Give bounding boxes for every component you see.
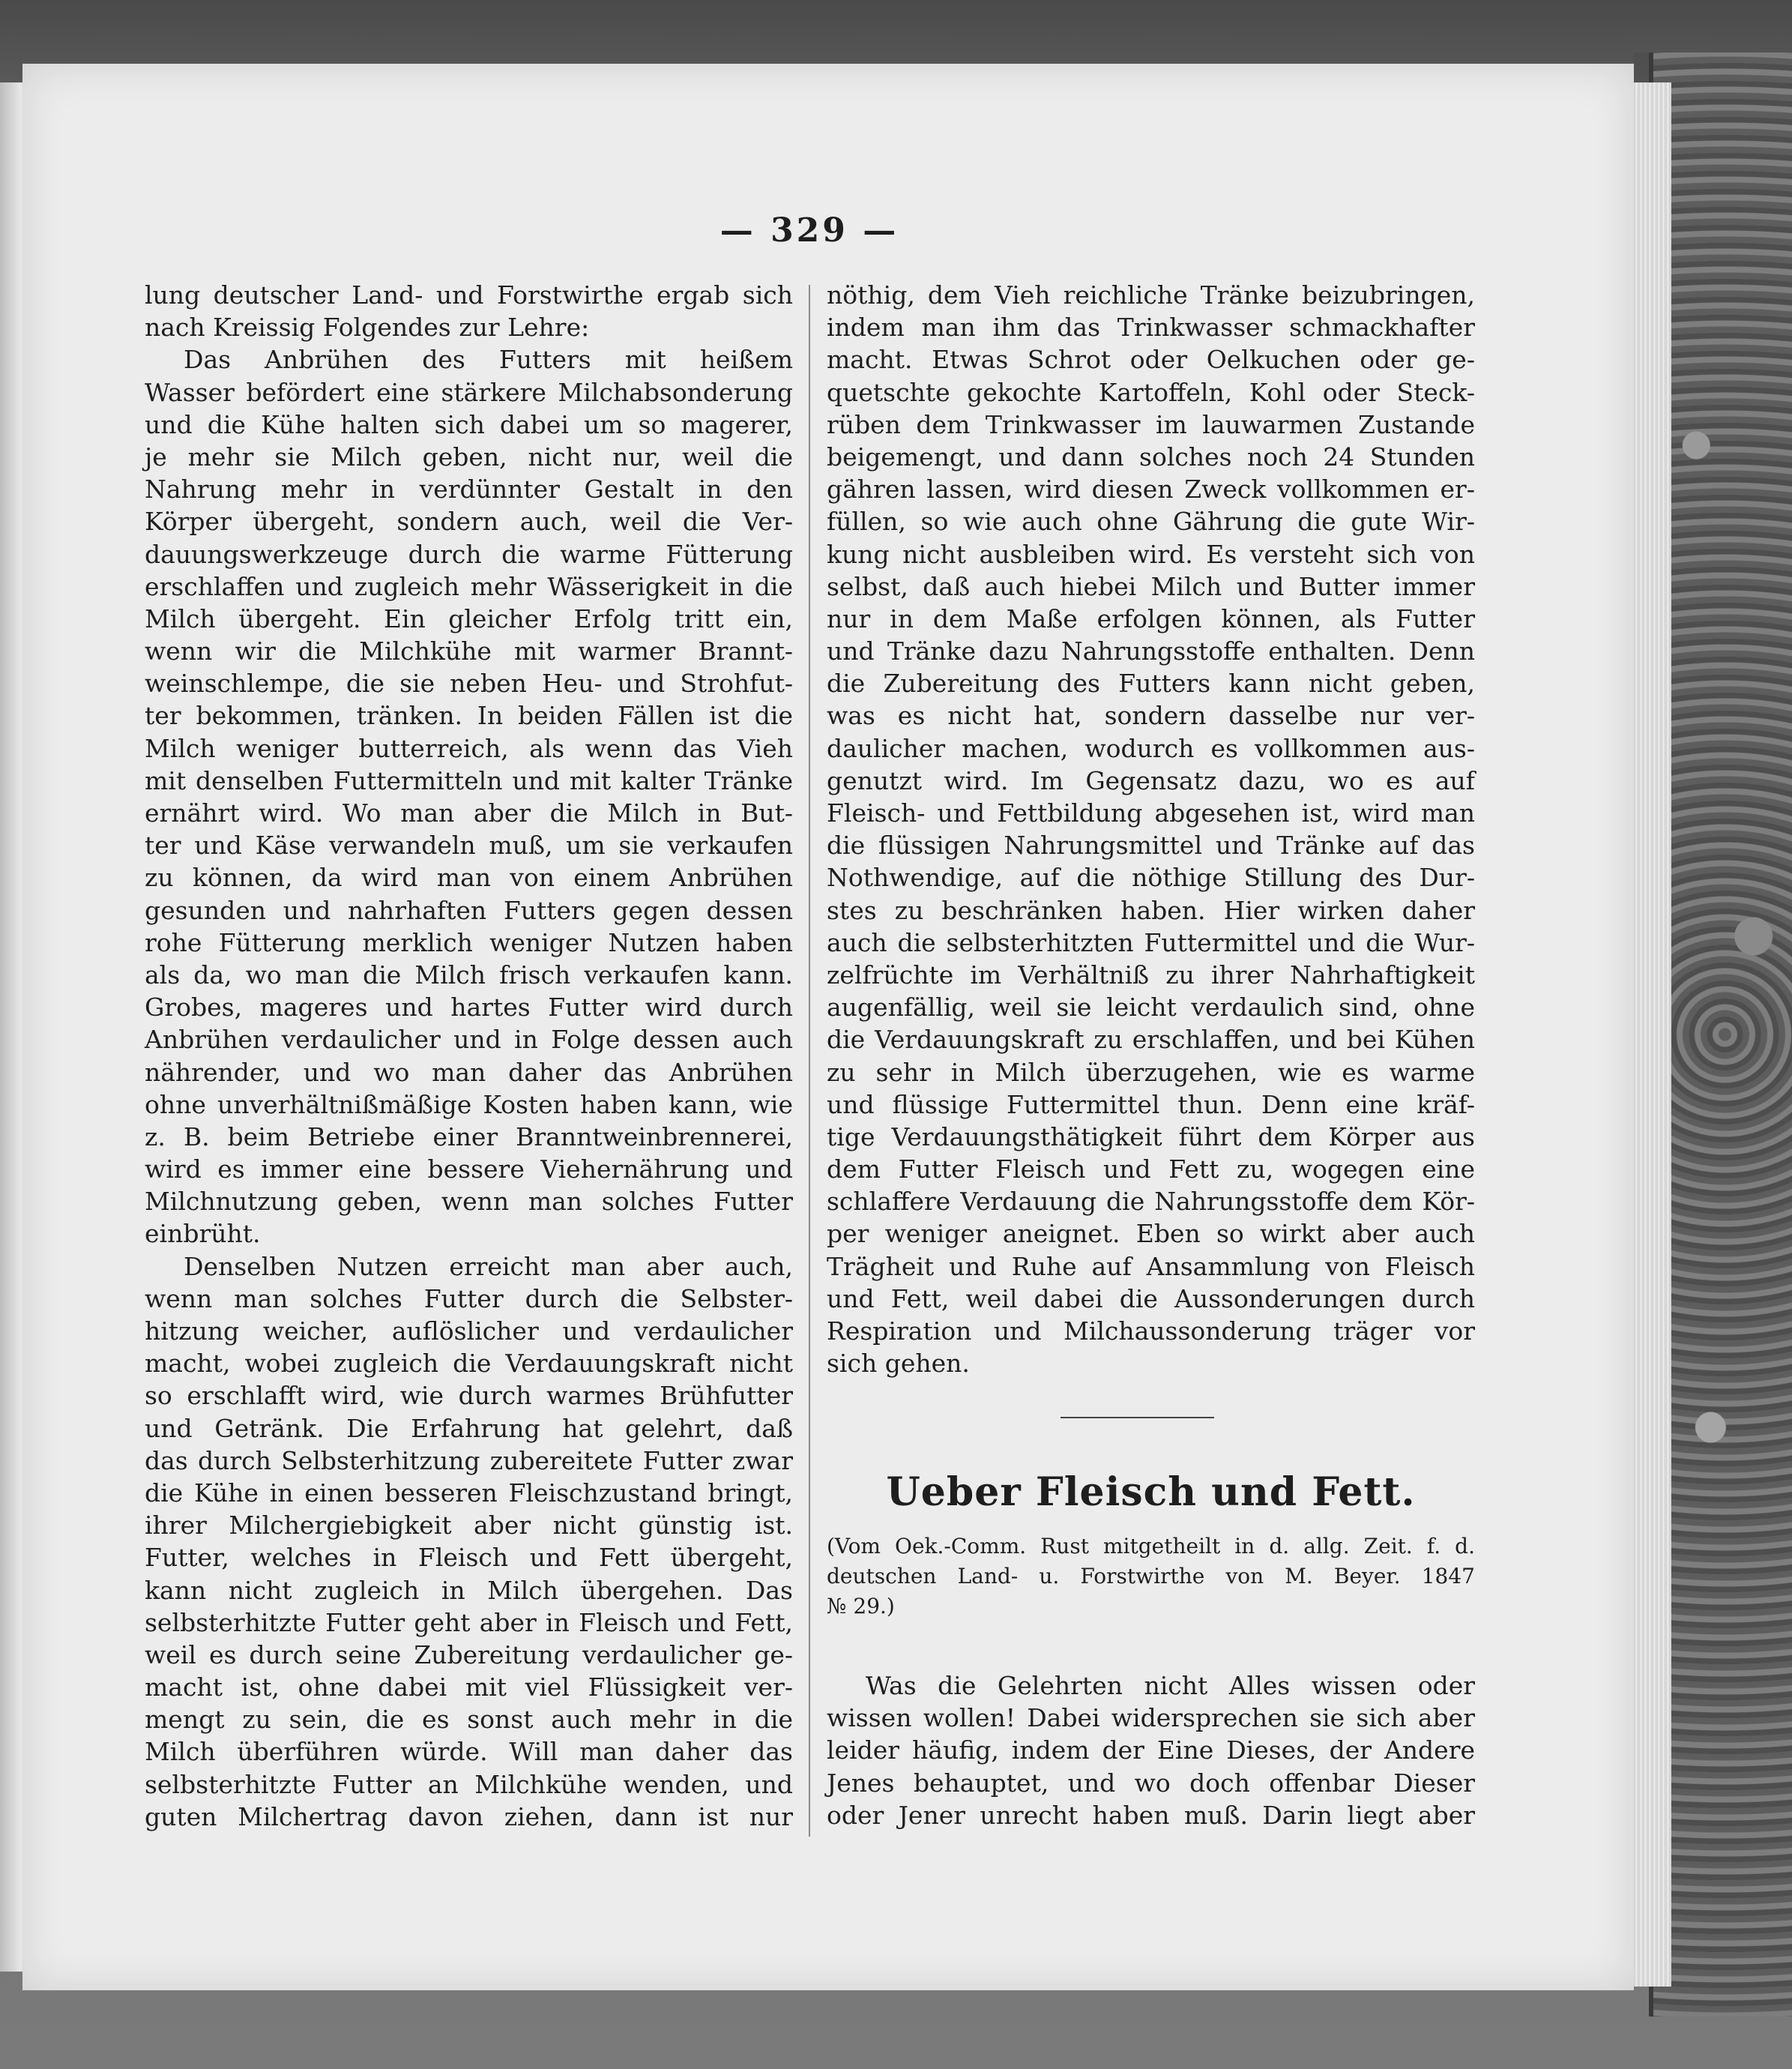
- text-line: weil es durch seine Zubereitung verdaulicher ge-: [145, 1639, 793, 1669]
- text-line: tige Verdauungsthätigkeit führt dem Körper aus: [827, 1121, 1475, 1151]
- text-line: guten Milchertrag davon ziehen, dann ist nur: [145, 1801, 793, 1831]
- column-divider: [809, 285, 810, 1837]
- text-line: und die Kühe halten sich dabei um so magerer,: [145, 409, 793, 439]
- text-line: gesunden und nahrhaften Futters gegen dessen: [145, 895, 793, 925]
- article-title: Ueber Fleisch und Fett.: [886, 1469, 1416, 1515]
- article-source-note: [827, 1532, 1475, 1621]
- text-line: Respiration und Milchaussonderung träger vor: [827, 1316, 1475, 1346]
- text-line: hitzung weicher, auflöslicher und verdaulicher: [145, 1316, 793, 1346]
- page-number: — 329 —: [719, 211, 899, 250]
- text-line: Milchnutzung geben, wenn man solches Futter: [145, 1187, 793, 1217]
- text-line: Milch übergeht. Ein gleicher Erfolg tritt ein,: [145, 603, 793, 633]
- text-line: wenn man solches Futter durch die Selbster-: [145, 1283, 793, 1313]
- text-line: die Zubereitung des Futters kann nicht geben,: [827, 669, 1475, 699]
- text-line: Körper übergeht, sondern auch, weil die Ver-: [145, 507, 793, 537]
- section-rule: [1061, 1417, 1214, 1418]
- text-line: Was die Gelehrten nicht Alles wissen oder: [866, 1671, 1475, 1700]
- text-line: die Verdauungskraft zu erschlaffen, und bei Kühen: [827, 1025, 1475, 1055]
- text-line: Fleisch- und Fettbildung abgesehen ist, wird man: [827, 798, 1475, 828]
- text-line: wissen wollen! Dabei widersprechen sie sich aber: [827, 1703, 1475, 1733]
- text-line: ernährt wird. Wo man aber die Milch in But-: [145, 798, 793, 828]
- text-line: augenfällig, weil sie leicht verdaulich sind, ohne: [827, 993, 1475, 1023]
- text-line: ter bekommen, tränken. In beiden Fällen ist die: [145, 701, 793, 731]
- text-line: schlaffere Verdauung die Nahrungsstoffe dem Kör-: [827, 1187, 1475, 1217]
- text-line: Grobes, mageres und hartes Futter wird durch: [145, 993, 793, 1023]
- text-line: Nothwendige, auf die nöthige Stillung des Dur-: [827, 863, 1475, 893]
- text-line: z. B. beim Betriebe einer Branntweinbrennerei,: [145, 1121, 793, 1151]
- text-line: wird es immer eine bessere Viehernährung und: [145, 1154, 793, 1184]
- text-line: Jenes behauptet, und wo doch offenbar Dieser: [827, 1768, 1475, 1798]
- text-line: füllen, so wie auch ohne Gährung die gute Wir-: [827, 507, 1475, 537]
- text-line: Futter, welches in Fleisch und Fett übergeht,: [145, 1543, 793, 1573]
- text-line: ter und Käse verwandeln muß, um sie verkaufen: [145, 831, 793, 861]
- text-line: nährender, und wo man daher das Anbrühen: [145, 1057, 793, 1087]
- text-line: quetschte gekochte Kartoffeln, Kohl oder Steck-: [827, 377, 1475, 407]
- text-line: und Fett, weil dabei die Aussonderungen durch: [827, 1283, 1475, 1313]
- text-line: gähren lassen, wird diesen Zweck vollkommen er-: [827, 475, 1475, 505]
- text-line: das durch Selbsterhitzung zubereitete Futter zwar: [145, 1445, 793, 1475]
- text-line: weinschlempe, die sie neben Heu- und Strohfut-: [145, 669, 793, 699]
- text-line: Denselben Nutzen erreicht man aber auch,: [184, 1251, 793, 1281]
- text-line: daulicher machen, wodurch es vollkommen aus-: [827, 733, 1475, 763]
- text-line: selbst, daß auch hiebei Milch und Butter immer: [827, 571, 1475, 601]
- article-body: [827, 1669, 1475, 1831]
- text-line: einbrüht.: [145, 1219, 261, 1249]
- text-line: und flüssige Futtermittel thun. Denn eine kräf-: [827, 1089, 1475, 1119]
- text-line: genutzt wird. Im Gegensatz dazu, wo es auf: [827, 765, 1475, 795]
- text-line: sich gehen.: [827, 1349, 970, 1379]
- text-line: Das Anbrühen des Futters mit heißem: [184, 345, 793, 375]
- text-line: selbsterhitzte Futter an Milchkühe wenden, und: [145, 1769, 793, 1799]
- text-line: als da, wo man die Milch frisch verkaufen kann.: [145, 960, 793, 990]
- left-text-column: [145, 279, 793, 1833]
- text-line: die Kühe in einen besseren Fleischzustand bringt,: [145, 1478, 793, 1508]
- text-line: nur in dem Maße erfolgen können, als Futter: [827, 603, 1475, 633]
- text-line: indem man ihm das Trinkwasser schmackhafter: [827, 313, 1475, 343]
- text-line: Milch weniger butterreich, als wenn das Vieh: [145, 733, 793, 763]
- text-line: (Vom Oek.-Comm. Rust mitgetheilt in d. allg. Zeit. f. d.: [827, 1534, 1475, 1558]
- text-line: erschlaffen und zugleich mehr Wässerigkeit in die: [145, 571, 793, 601]
- text-line: Anbrühen verdaulicher und in Folge dessen auch: [145, 1025, 793, 1055]
- text-line: rohe Fütterung merklich weniger Nutzen haben: [145, 927, 793, 957]
- text-line: je mehr sie Milch geben, nicht nur, weil die: [145, 442, 793, 472]
- text-line: Milch überführen würde. Will man daher das: [145, 1737, 793, 1767]
- text-line: deutschen Land- u. Forstwirthe von M. Beyer. 1847: [827, 1564, 1475, 1588]
- text-line: zelfrüchte im Verhältniß zu ihrer Nahrhaftigkeit: [827, 960, 1475, 990]
- text-line: mit denselben Futtermitteln und mit kalter Tränke: [145, 765, 793, 795]
- text-line: zu sehr in Milch überzugehen, wie es warme: [827, 1057, 1475, 1087]
- text-line: mengt zu sein, die es sonst auch mehr in die: [145, 1705, 793, 1735]
- text-line: Wasser befördert eine stärkere Milchabsonderung: [145, 377, 793, 407]
- text-line: lung deutscher Land- und Forstwirthe ergab sich: [145, 280, 793, 310]
- text-line: Nahrung mehr in verdünnter Gestalt in den: [145, 475, 793, 505]
- text-line: Trägheit und Ruhe auf Ansammlung von Fleisch: [827, 1251, 1475, 1281]
- text-line: per weniger aneignet. Eben so wirkt aber auch: [827, 1219, 1475, 1249]
- text-line: macht ist, ohne dabei mit viel Flüssigkeit ver-: [145, 1672, 793, 1702]
- text-line: und Tränke dazu Nahrungsstoffe enthalten. Denn: [827, 636, 1475, 666]
- text-line: macht. Etwas Schrot oder Oelkuchen oder ge-: [827, 345, 1475, 375]
- text-line: nöthig, dem Vieh reichliche Tränke beizubringen,: [827, 280, 1475, 310]
- text-line: stes zu beschränken haben. Hier wirken daher: [827, 895, 1475, 925]
- text-line: wenn wir die Milchkühe mit warmer Brannt-: [145, 636, 793, 666]
- text-line: und Getränk. Die Erfahrung hat gelehrt, daß: [145, 1413, 793, 1443]
- text-line: so erschlafft wird, wie durch warmes Brühfutter: [145, 1381, 793, 1411]
- text-line: ihrer Milchergiebigkeit aber nicht günstig ist.: [145, 1511, 793, 1541]
- right-text-column: [827, 279, 1475, 1379]
- text-line: oder Jener unrecht haben muß. Darin liegt aber: [827, 1800, 1475, 1830]
- text-line: № 29.): [827, 1594, 895, 1618]
- text-line: ohne unverhältnißmäßige Kosten haben kann, wie: [145, 1089, 793, 1119]
- text-line: zu können, da wird man von einem Anbrühen: [145, 863, 793, 893]
- text-line: auch die selbsterhitzten Futtermittel und die Wur-: [827, 927, 1475, 957]
- text-line: kann nicht zugleich in Milch übergehen. Das: [145, 1575, 793, 1605]
- text-line: selbsterhitzte Futter geht aber in Fleisch und Fett,: [145, 1607, 793, 1637]
- text-line: macht, wobei zugleich die Verdauungskraft nicht: [145, 1349, 793, 1379]
- text-line: dauungswerkzeuge durch die warme Fütterung: [145, 539, 793, 569]
- text-line: rüben dem Trinkwasser im lauwarmen Zustande: [827, 409, 1475, 439]
- text-line: dem Futter Fleisch und Fett zu, wogegen eine: [827, 1154, 1475, 1184]
- text-line: die flüssigen Nahrungsmittel und Tränke auf das: [827, 831, 1475, 861]
- text-line: was es nicht hat, sondern dasselbe nur ver-: [827, 701, 1475, 731]
- text-line: kung nicht ausbleiben wird. Es versteht sich von: [827, 539, 1475, 569]
- text-line: beigemengt, und dann solches noch 24 Stunden: [827, 442, 1475, 472]
- text-line: leider häufig, indem der Eine Dieses, der Andere: [827, 1735, 1475, 1765]
- text-line: nach Kreissig Folgendes zur Lehre:: [145, 313, 590, 343]
